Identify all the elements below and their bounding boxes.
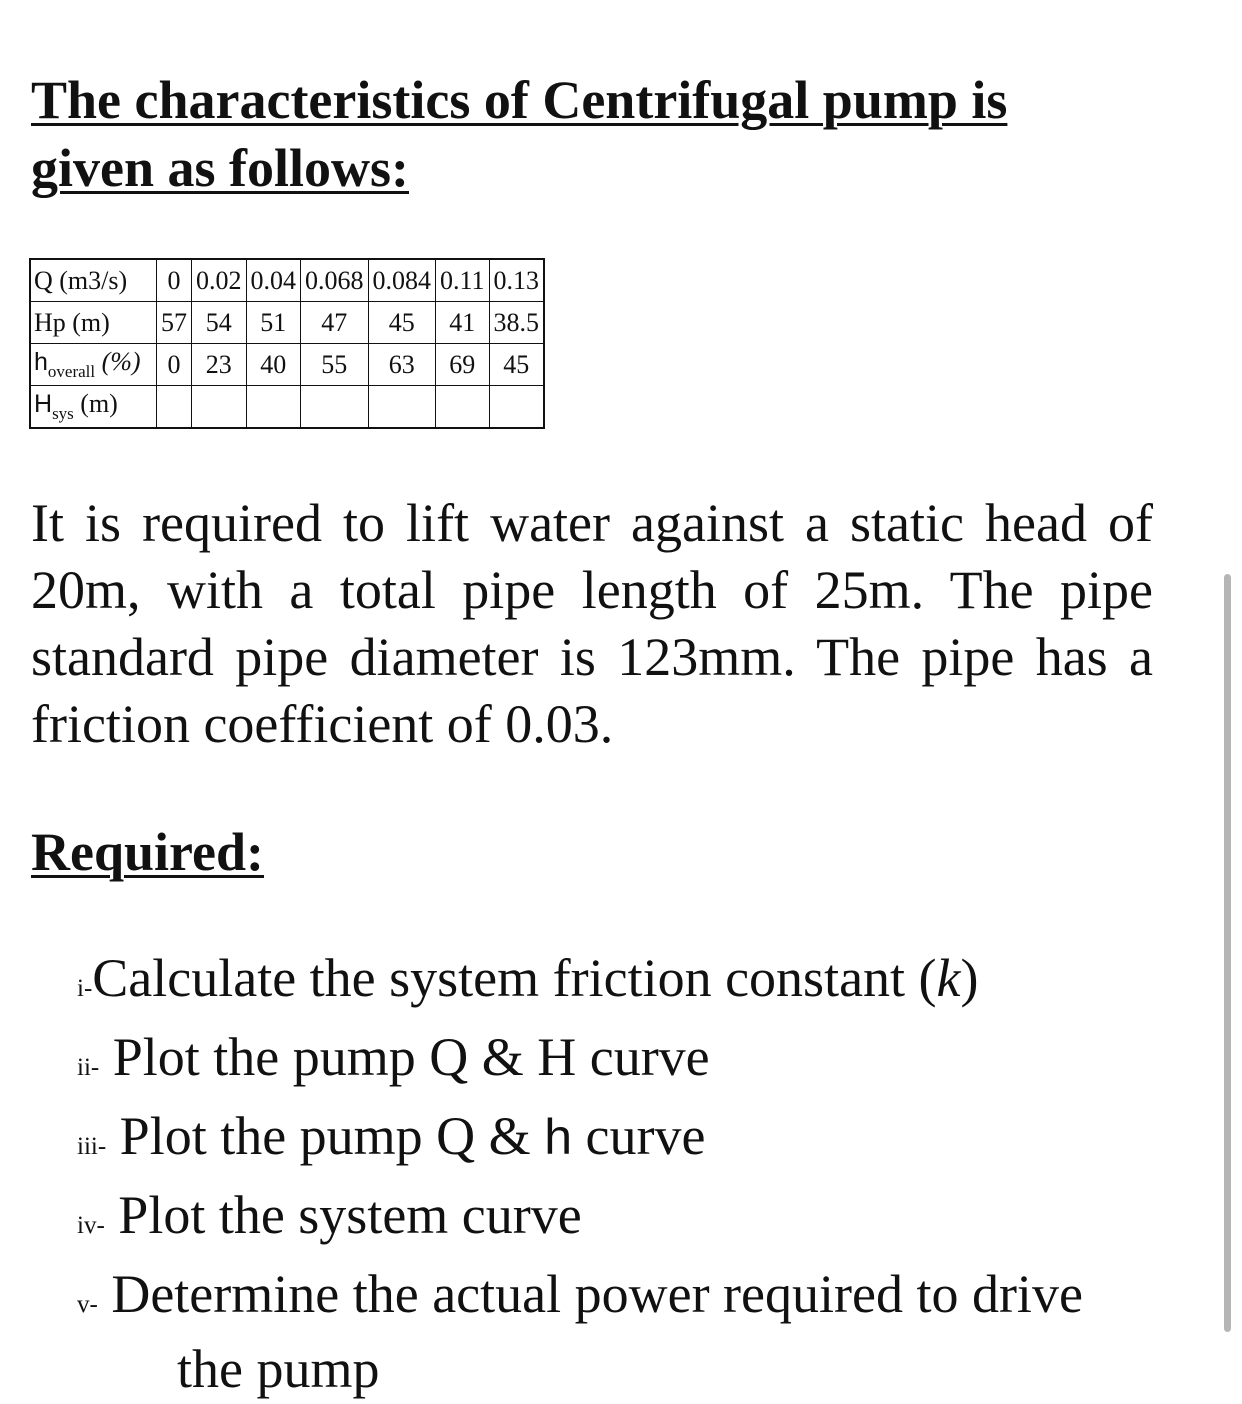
table-cell: 47 <box>301 302 369 344</box>
row-label-hsys <box>30 386 157 429</box>
table-cell: 0.04 <box>246 259 301 302</box>
table-row-system-head <box>30 386 544 429</box>
table-cell: 0.02 <box>192 259 247 302</box>
table-row-head <box>30 302 544 344</box>
eta-symbol: h <box>34 348 48 376</box>
list-item <box>77 1102 1177 1181</box>
vertical-scrollbar[interactable] <box>1224 574 1231 1332</box>
item-text: ) <box>960 948 979 1008</box>
item-continuation: the pump <box>177 1339 380 1399</box>
table-cell: 45 <box>489 344 544 386</box>
page-title: The characteristics of Centrifugal pump is given as follows: <box>31 70 1008 198</box>
table-cell-empty <box>157 386 192 429</box>
required-heading: Required: <box>31 822 265 882</box>
table-cell: 40 <box>246 344 301 386</box>
item-text: Determine the actual power required to drive <box>111 1264 1083 1324</box>
table-cell-empty <box>301 386 369 429</box>
item-number: iv- <box>77 1212 105 1239</box>
table-cell: 0.084 <box>368 259 436 302</box>
row-label-efficiency <box>30 344 157 386</box>
table-cell-empty <box>436 386 490 429</box>
table-cell: 57 <box>157 302 192 344</box>
item-text: Plot the pump Q & H curve <box>112 1027 710 1087</box>
list-item <box>77 1023 1177 1102</box>
pump-characteristics-table <box>29 258 545 429</box>
item-text: curve <box>572 1106 706 1166</box>
table-cell: 55 <box>301 344 369 386</box>
row-label-q: Q (m3/s) <box>30 259 157 302</box>
table-cell-empty <box>192 386 247 429</box>
item-symbol: h <box>544 1109 572 1165</box>
eta-subscript: overall <box>47 362 96 381</box>
table-cell-empty <box>368 386 436 429</box>
hsys-unit: (m) <box>80 389 118 418</box>
list-item <box>77 1181 1177 1260</box>
table-cell-empty <box>489 386 544 429</box>
list-item <box>77 1260 1177 1404</box>
hsys-subscript: sys <box>52 404 74 423</box>
item-text: Plot the pump Q & <box>119 1106 545 1166</box>
item-number: v- <box>77 1291 98 1318</box>
table-cell-empty <box>246 386 301 429</box>
item-variable: k <box>936 948 961 1008</box>
table-cell: 63 <box>368 344 436 386</box>
item-number: i- <box>77 975 93 1002</box>
table-cell: 0.13 <box>489 259 544 302</box>
hsys-symbol: H <box>34 390 53 418</box>
problem-statement: It is required to lift water against a static head of 20m, with a total pipe length of 25m. The pipe standard pipe diameter is 123mm. The pipe has a friction coefficient of 0.03. <box>31 493 1153 754</box>
table-cell: 45 <box>368 302 436 344</box>
table-cell: 0 <box>157 344 192 386</box>
table-cell: 0.11 <box>436 259 490 302</box>
table-cell: 0 <box>157 259 192 302</box>
table-cell: 23 <box>192 344 247 386</box>
table-cell: 0.068 <box>301 259 369 302</box>
eta-unit: (%) <box>101 347 141 376</box>
row-label-hp: Hp (m) <box>30 302 157 344</box>
item-number: iii- <box>77 1133 107 1160</box>
table-row-efficiency <box>30 344 544 386</box>
table-cell: 51 <box>246 302 301 344</box>
table-row-flow <box>30 259 544 302</box>
item-text: Plot the system curve <box>118 1185 582 1245</box>
table-cell: 54 <box>192 302 247 344</box>
item-number: ii- <box>77 1054 100 1081</box>
required-list <box>77 944 1177 1404</box>
table-cell: 41 <box>436 302 490 344</box>
table-cell: 38.5 <box>489 302 544 344</box>
list-item <box>77 944 1177 1023</box>
table-cell: 69 <box>436 344 490 386</box>
item-text: Calculate the system friction constant ( <box>92 948 937 1008</box>
